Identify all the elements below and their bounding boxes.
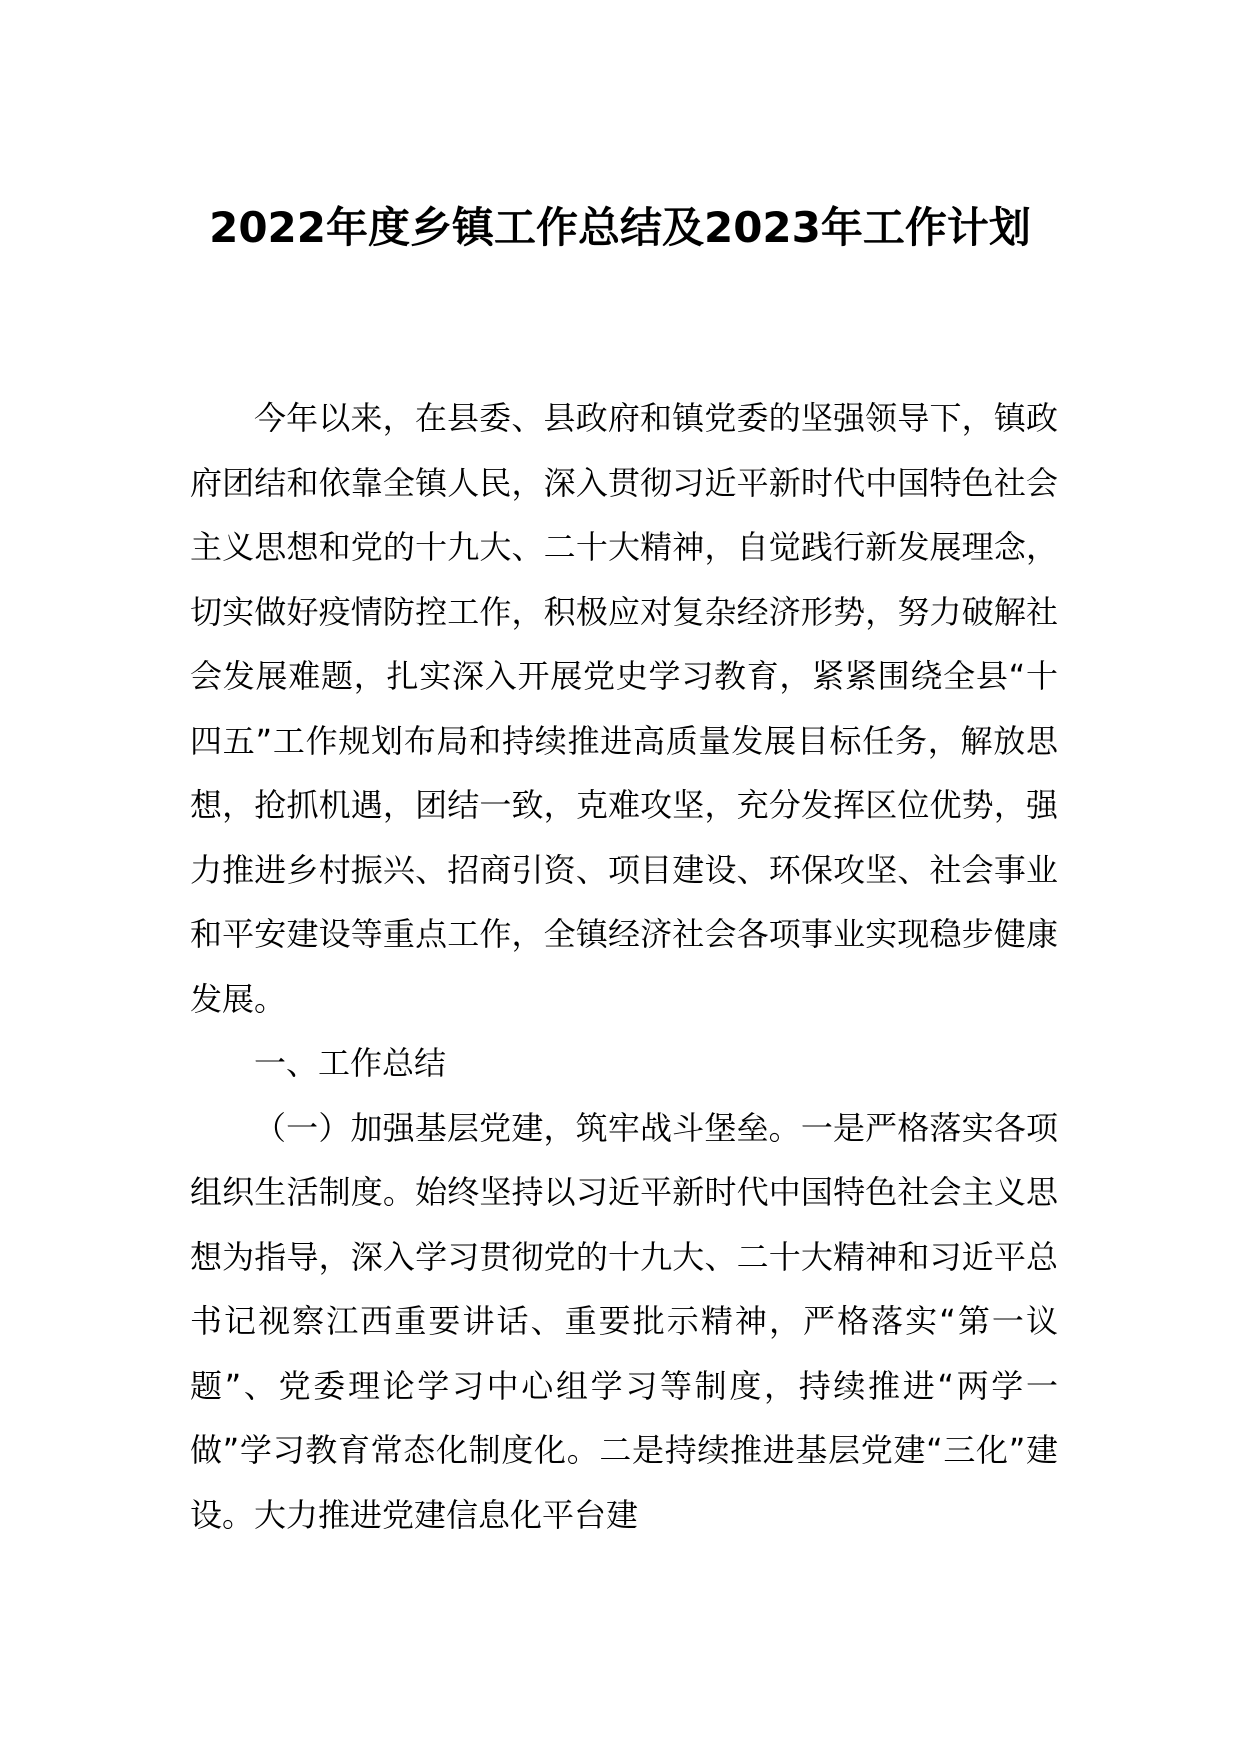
document-title: 2022年度乡镇工作总结及2023年工作计划 [209, 203, 1031, 252]
paragraph-intro: 今年以来，在县委、县政府和镇党委的坚强领导下，镇政府团结和依靠全镇人民，深入贯彻习近平新时代中国特色社会主义思想和党的十九大、二十大精神，自觉践行新发展理念，切实做好疫情防控工作，积极应对复杂经济形势，努力破解社会发展难题，扎实深入开展党史学习教育，紧紧围绕全县“十四五”工作规划布局和持续推进高质量发展目标任务，解放思想，抢抓机遇，团结一致，克难攻坚，充分发挥区位优势，强力推进乡村振兴、招商引资、项目建设、环保攻坚、社会事业和平安建设等重点工作，全镇经济社会各项事业实现稳步健康发展。 [190, 399, 1058, 1018]
document-body [190, 386, 1058, 1547]
paragraph-party-building: （一）加强基层党建，筑牢战斗堡垒。一是严格落实各项组织生活制度。始终坚持以习近平新时代中国特色社会主义思想为指导，深入学习贯彻党的十九大、二十大精神和习近平总书记视察江西重要讲话、重要批示精神，严格落实“第一议题”、党委理论学习中心组学习等制度，持续推进“两学一做”学习教育常态化制度化。二是持续推进基层党建“三化”建设。大力推进党建信息化平台建 [190, 1108, 1058, 1534]
section-heading-work-summary: 一、工作总结 [254, 1044, 447, 1082]
